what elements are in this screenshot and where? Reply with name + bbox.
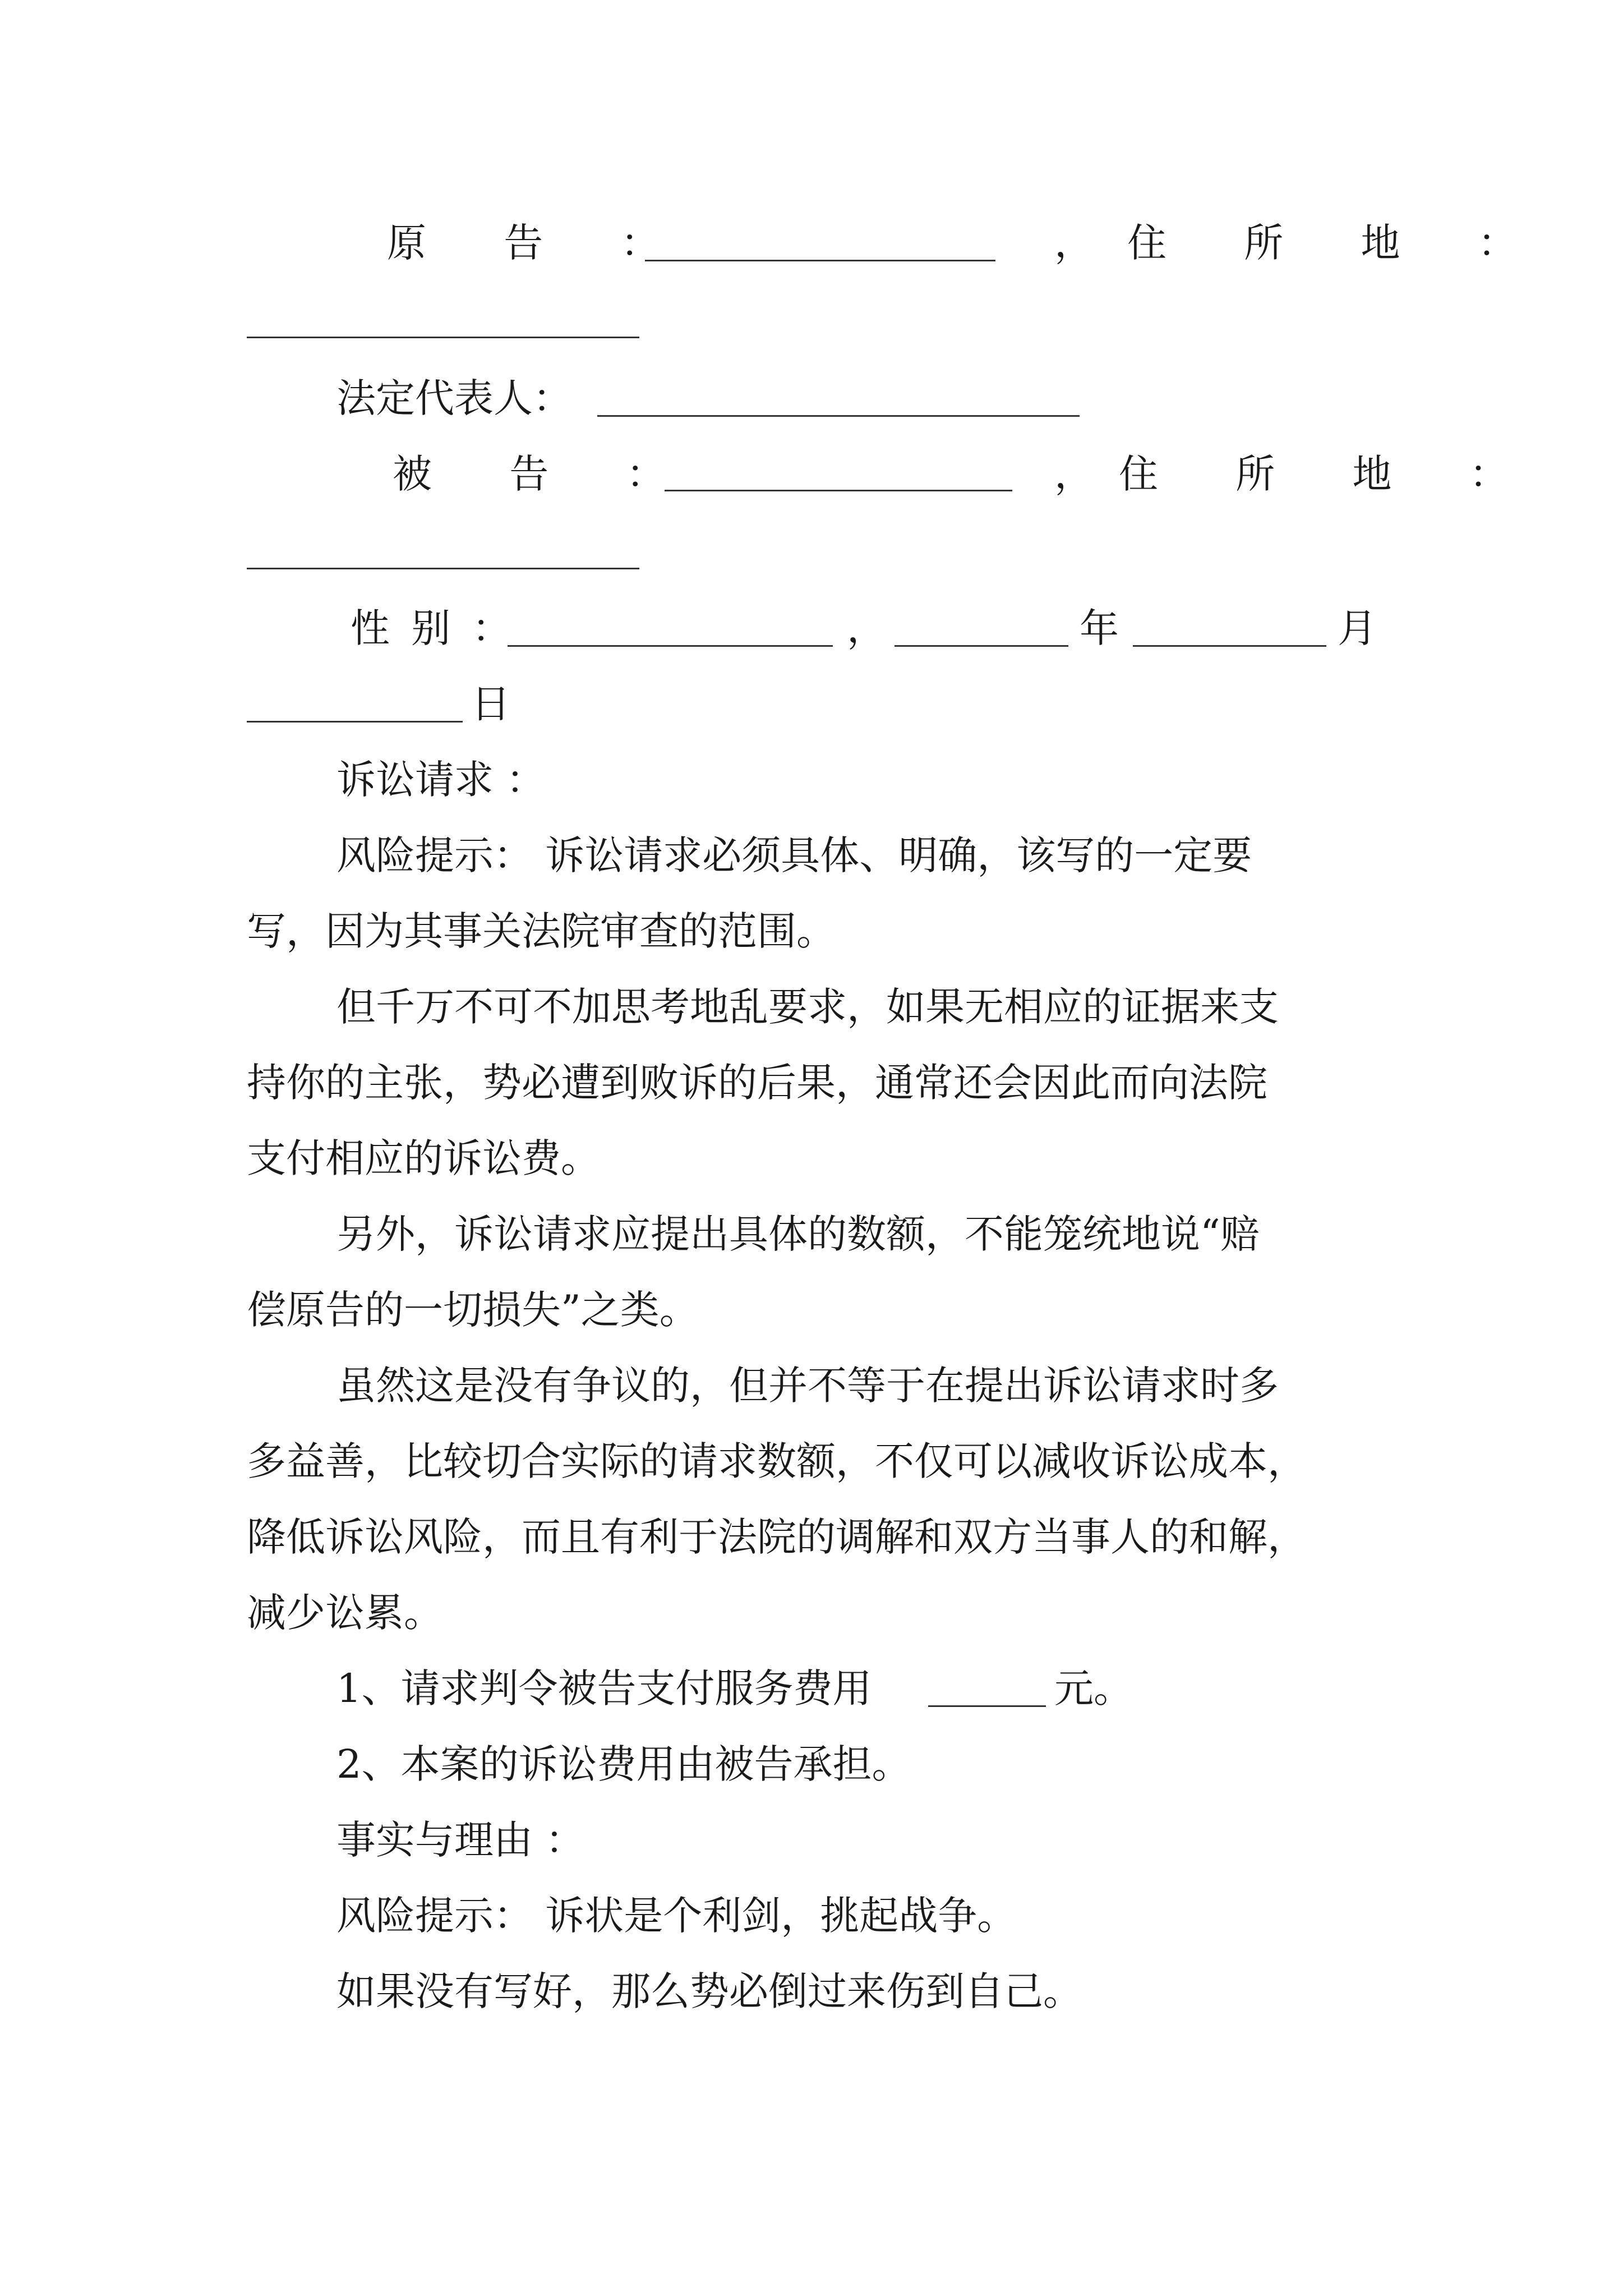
- claims-para4-line-3: 降低诉讼风险，而且有利于法院的调解和双方当事人的和解，: [247, 1514, 1307, 1560]
- defendant-address-label: 住 所 地 ：: [1119, 451, 1541, 497]
- claims-para2-line-2: 持你的主张，势必遭到败诉的后果，通常还会因此而向法院: [247, 1060, 1267, 1106]
- birth-month-blank[interactable]: [1133, 645, 1326, 647]
- service-fee-amount-blank[interactable]: [928, 1705, 1046, 1707]
- claims-para2-line-1: 但千万不可不加思考地乱要求，如果无相应的证据来支: [336, 984, 1279, 1030]
- claims-para3-line-2: 偿原告的一切损失”之类。: [247, 1287, 699, 1333]
- defendant-name-blank[interactable]: [665, 490, 1012, 491]
- facts-para-1: 如果没有写好，那么势必倒过来伤到自己。: [336, 1968, 1082, 2014]
- plaintiff-address-label: 住 所 地 ：: [1127, 220, 1550, 266]
- claim-item-1-suffix: 元。: [1054, 1665, 1133, 1711]
- defendant-address-blank[interactable]: [247, 568, 639, 569]
- defendant-comma: ，: [1054, 451, 1094, 497]
- facts-risk-line: 风险提示： 诉状是个利剑，挑起战争。: [336, 1893, 1017, 1939]
- claim-item-2: 2、本案的诉讼费用由被告承担。: [336, 1741, 911, 1787]
- claims-risk-line-1: 风险提示： 诉讼请求必须具体、明确，该写的一定要: [336, 832, 1252, 878]
- claims-heading: 诉讼请求 ：: [336, 757, 546, 803]
- claims-para2-line-3: 支付相应的诉讼费。: [247, 1135, 600, 1181]
- year-label: 年: [1080, 605, 1119, 651]
- defendant-label: 被 告 ：: [393, 451, 698, 497]
- claims-para4-line-1: 虽然这是没有争议的，但并不等于在提出诉讼请求时多: [336, 1363, 1279, 1409]
- gender-label: 性 别 ：: [351, 605, 516, 651]
- day-label: 日: [471, 681, 510, 727]
- legal-rep-blank[interactable]: [597, 415, 1080, 417]
- facts-heading: 事实与理由 ：: [336, 1817, 585, 1863]
- birth-day-blank[interactable]: [247, 721, 463, 723]
- claim-item-1-prefix: 1、请求判令被告支付服务费用: [336, 1665, 872, 1711]
- gender-blank[interactable]: [508, 645, 833, 647]
- gender-comma: ，: [847, 605, 886, 651]
- claims-risk-line-2: 写，因为其事关法院审查的范围。: [247, 908, 836, 954]
- month-label: 月: [1338, 605, 1377, 651]
- birth-year-blank[interactable]: [895, 645, 1068, 647]
- plaintiff-name-blank[interactable]: [645, 260, 995, 261]
- plaintiff-label: 原 告 ：: [387, 220, 693, 266]
- claims-para4-line-4: 减少讼累。: [247, 1590, 443, 1636]
- claims-para3-line-1: 另外，诉讼请求应提出具体的数额，不能笼统地说“赔: [336, 1211, 1260, 1257]
- plaintiff-address-blank[interactable]: [247, 337, 639, 338]
- plaintiff-comma: ，: [1054, 220, 1094, 266]
- legal-rep-label: 法定代表人：: [336, 375, 572, 421]
- claims-para4-line-2: 多益善，比较切合实际的请求数额，不仅可以减收诉讼成本，: [247, 1438, 1307, 1484]
